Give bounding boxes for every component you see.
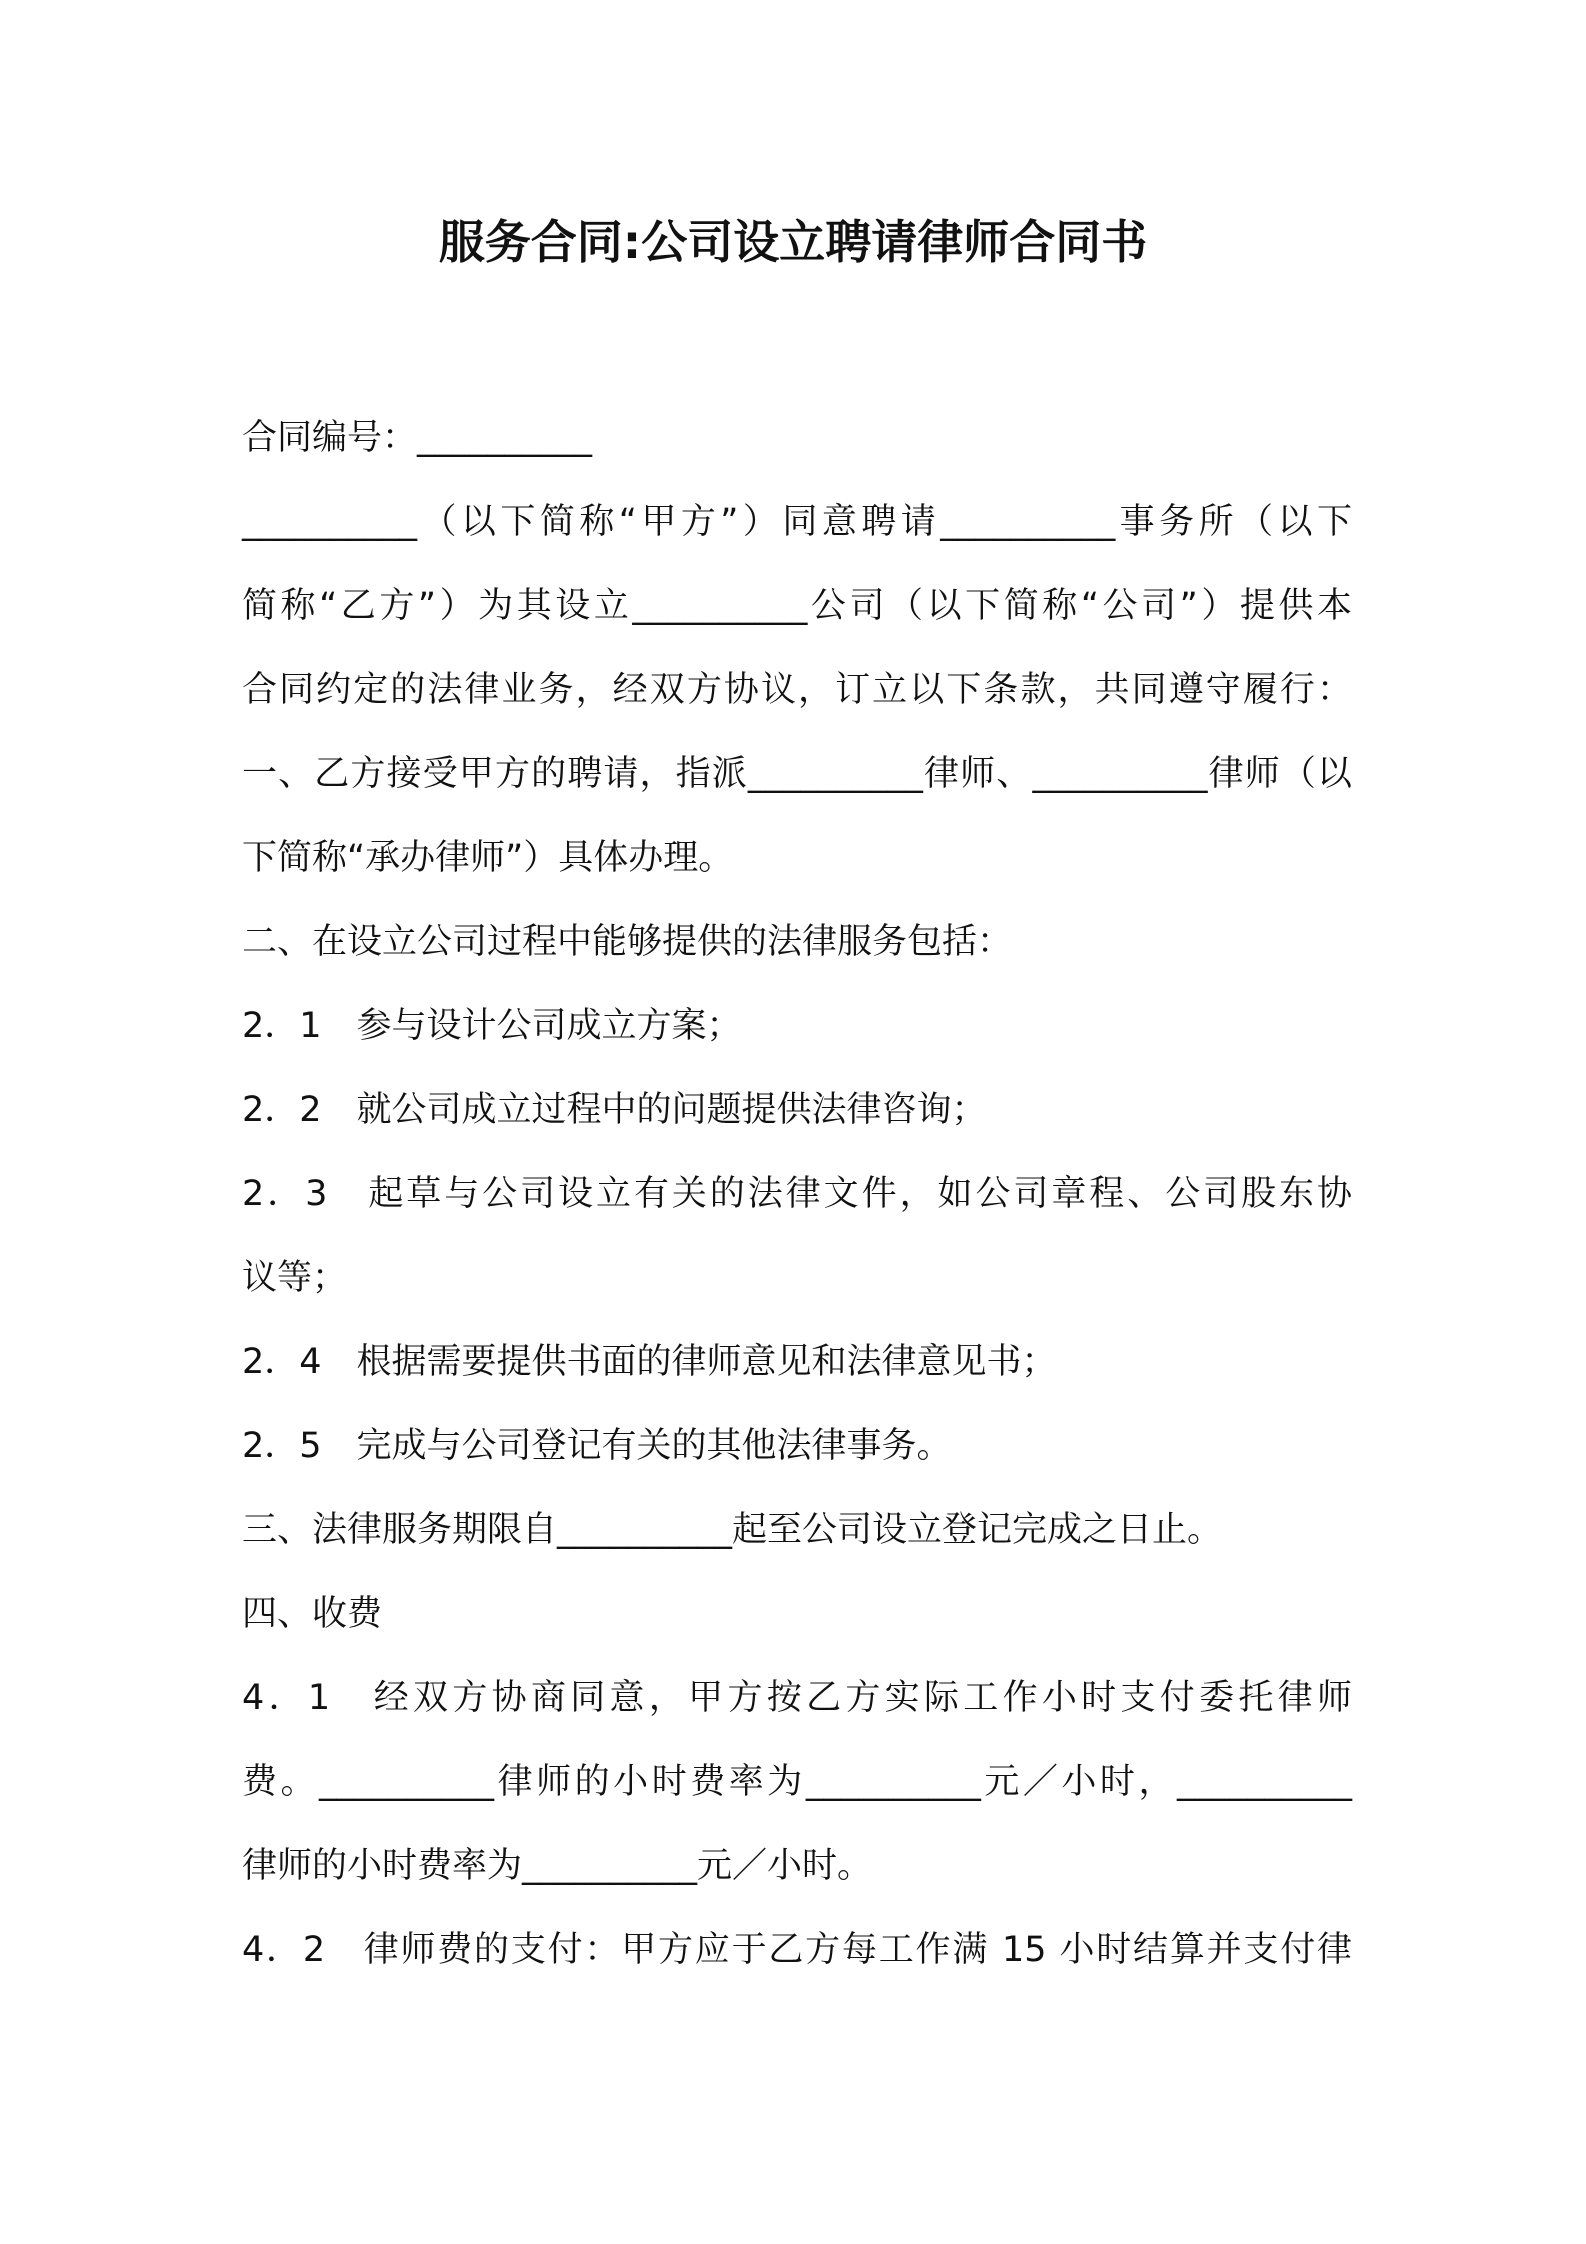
paragraph-line: 简称“乙方”）为其设立__________公司（以下简称“公司”）提供本 — [242, 586, 1352, 626]
clause-4-2: 4．2 律师费的支付：甲方应于乙方每工作满 15 小时结算并支付律 — [242, 1930, 1352, 1970]
paragraph-line: 合同约定的法律业务，经双方协议，订立以下条款，共同遵守履行： — [242, 670, 1352, 710]
clause-2-1: 2．1 参与设计公司成立方案； — [242, 1006, 742, 1046]
paragraph-line: __________（以下简称“甲方”）同意聘请__________事务所（以下 — [242, 502, 1352, 542]
clause-2-2: 2．2 就公司成立过程中的问题提供法律咨询； — [242, 1090, 987, 1130]
clause-2-5: 2．5 完成与公司登记有关的其他法律事务。 — [242, 1426, 952, 1466]
clause-4-1: 费。__________律师的小时费率为__________元／小时，__________ — [242, 1762, 1352, 1802]
contract-number-line: 合同编号：__________ — [242, 418, 593, 458]
clause-1-line: 一、乙方接受甲方的聘请，指派__________律师、__________律师（以 — [242, 754, 1352, 794]
clause-2-heading: 二、在设立公司过程中能够提供的法律服务包括： — [242, 922, 1013, 962]
clause-2-3: 议等； — [242, 1258, 348, 1298]
clause-4-1: 4．1 经双方协商同意，甲方按乙方实际工作小时支付委托律师 — [242, 1678, 1352, 1718]
clause-4-heading: 四、收费 — [242, 1594, 383, 1634]
clause-2-3: 2．3 起草与公司设立有关的法律文件，如公司章程、公司股东协 — [242, 1174, 1352, 1214]
document-title: 服务合同:公司设立聘请律师合同书 — [438, 215, 1148, 269]
clause-2-4: 2．4 根据需要提供书面的律师意见和法律意见书； — [242, 1342, 1057, 1382]
clause-4-1: 律师的小时费率为__________元／小时。 — [242, 1846, 873, 1886]
clause-3: 三、法律服务期限自__________起至公司设立登记完成之日止。 — [242, 1510, 1223, 1550]
clause-1-line: 下简称“承办律师”）具体办理。 — [242, 838, 734, 878]
